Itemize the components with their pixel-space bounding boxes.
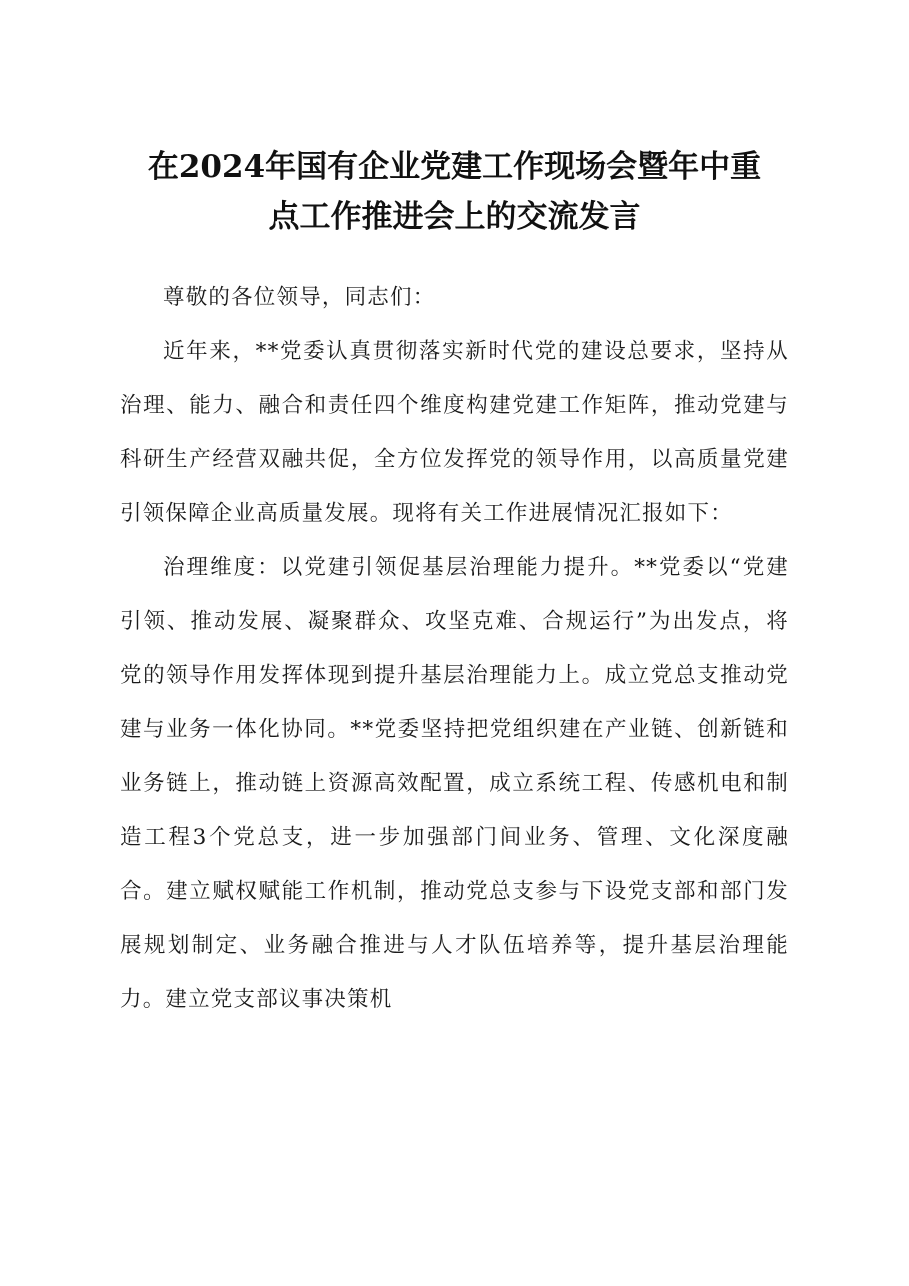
- paragraph-intro: 近年来，**党委认真贯彻落实新时代党的建设总要求，坚持从治理、能力、融合和责任四个维度构建党建工作矩阵，推动党建与科研生产经营双融共促，全方位发挥党的领导作用，以高质量党建引领保障企业高质量发展。现将有关工作进展情况汇报如下：: [120, 339, 789, 526]
- document-title-line-1: 在2024年国有企业党建工作现场会暨年中重: [147, 149, 762, 185]
- document-title-line-2: 点工作推进会上的交流发言: [268, 199, 641, 235]
- salutation: 尊敬的各位领导，同志们：: [163, 285, 436, 310]
- paragraph-governance: 治理维度：以党建引领促基层治理能力提升。**党委以“党建引领、推动发展、凝聚群众、攻坚克难、合规运行”为出发点，将党的领导作用发挥体现到提升基层治理能力上。成立党总支推动党建与业务一体化协同。**党委坚持把党组织建在产业链、创新链和业务链上，推动链上资源高效配置，成立系统工程、传感机电和制造工程3个党总支，进一步加强部门间业务、管理、文化深度融合。建立赋权赋能工作机制，推动党总支参与下设党支部和部门发展规划制定、业务融合推进与人才队伍培养等，提升基层治理能力。建立党支部议事决策机: [120, 555, 789, 1012]
- document-title: [100, 142, 809, 242]
- document-body: [120, 271, 789, 1027]
